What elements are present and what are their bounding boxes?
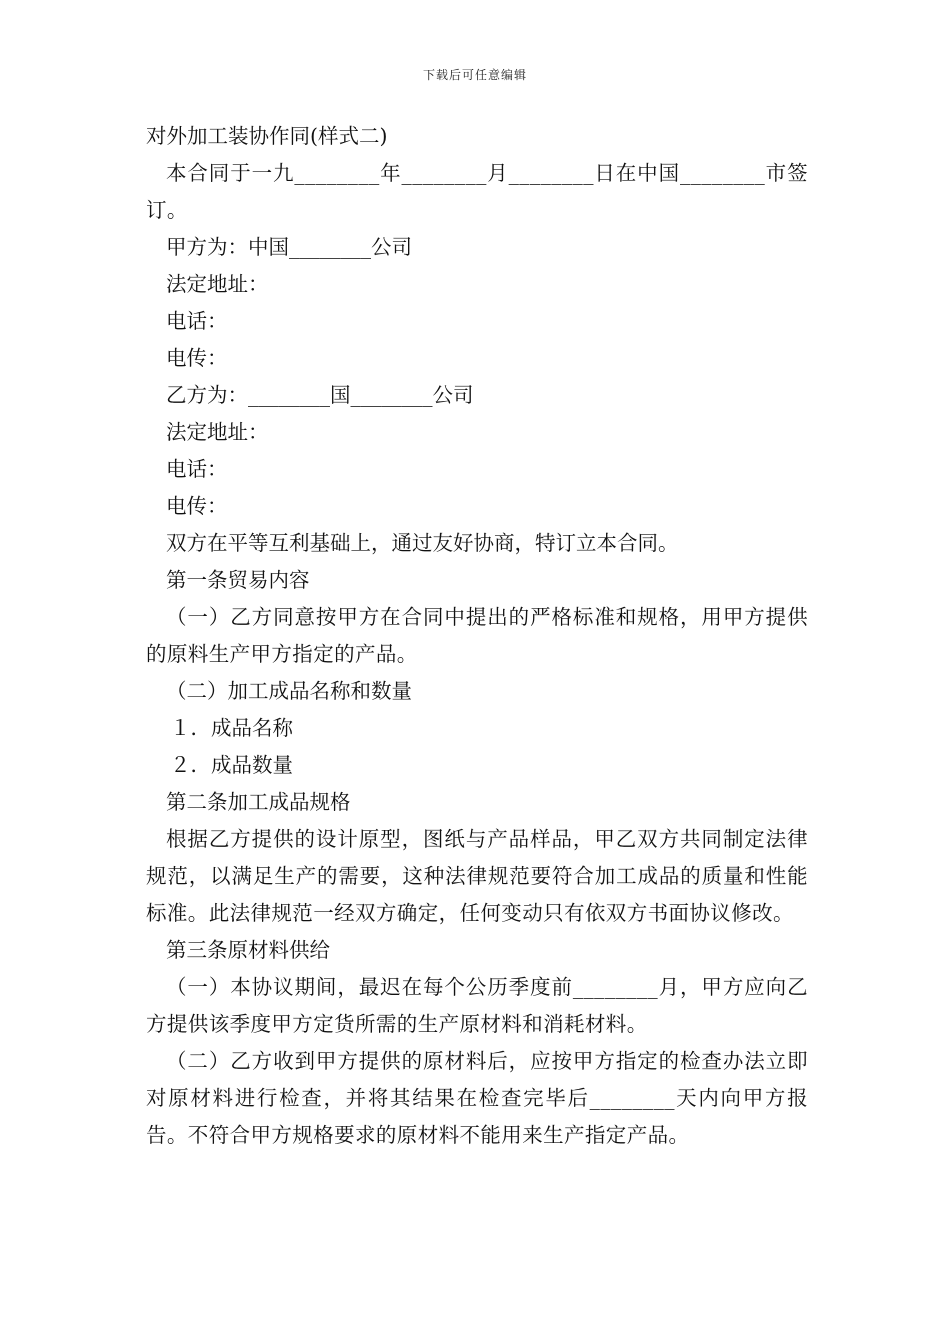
contract-body — [146, 118, 808, 1154]
article-1-item-2: ２．成品数量 — [170, 753, 293, 777]
article-1-clause-1: （一）乙方同意按甲方在合同中提出的严格标准和规格，用甲方提供的原料生产甲方指定的产品。 — [146, 605, 808, 666]
document-title: 对外加工装协作同(样式二) — [146, 124, 388, 148]
header-note: 下载后可任意编辑 — [422, 68, 527, 82]
party-a-phone: 电话： — [166, 309, 228, 333]
article-3-clause-1: （一）本协议期间，最迟在每个公历季度前________月，甲方应向乙方提供该季度甲方定货所需的生产原材料和消耗材料。 — [146, 975, 808, 1036]
agreement-statement: 双方在平等互利基础上，通过友好协商，特订立本合同。 — [166, 531, 679, 555]
party-b-address: 法定地址： — [166, 420, 269, 444]
party-a-name: 甲方为：中国________公司 — [166, 235, 412, 259]
article-2-heading: 第二条加工成品规格 — [166, 790, 351, 814]
party-a-fax: 电传： — [166, 346, 228, 370]
party-b-name: 乙方为：________国________公司 — [166, 383, 474, 407]
article-1-heading: 第一条贸易内容 — [166, 568, 310, 592]
article-1-clause-2: （二）加工成品名称和数量 — [166, 679, 412, 703]
article-1-item-1: １．成品名称 — [170, 716, 293, 740]
preamble-paragraph: 本合同于一九________年________月________日在中国________市签订。 — [146, 161, 808, 222]
article-3-clause-2: （二）乙方收到甲方提供的原材料后，应按甲方指定的检查办法立即对原材料进行检查，并将其结果在检查完毕后________天内向甲方报告。不符合甲方规格要求的原材料不能用来生产指定产品。 — [146, 1049, 808, 1147]
party-b-phone: 电话： — [166, 457, 228, 481]
article-3-heading: 第三条原材料供给 — [166, 938, 330, 962]
party-a-address: 法定地址： — [166, 272, 269, 296]
party-b-fax: 电传： — [166, 494, 228, 518]
article-2-body: 根据乙方提供的设计原型，图纸与产品样品，甲乙双方共同制定法律规范，以满足生产的需要，这种法律规范要符合加工成品的质量和性能标准。此法律规范一经双方确定，任何变动只有依双方书面协议修改。 — [146, 827, 808, 925]
